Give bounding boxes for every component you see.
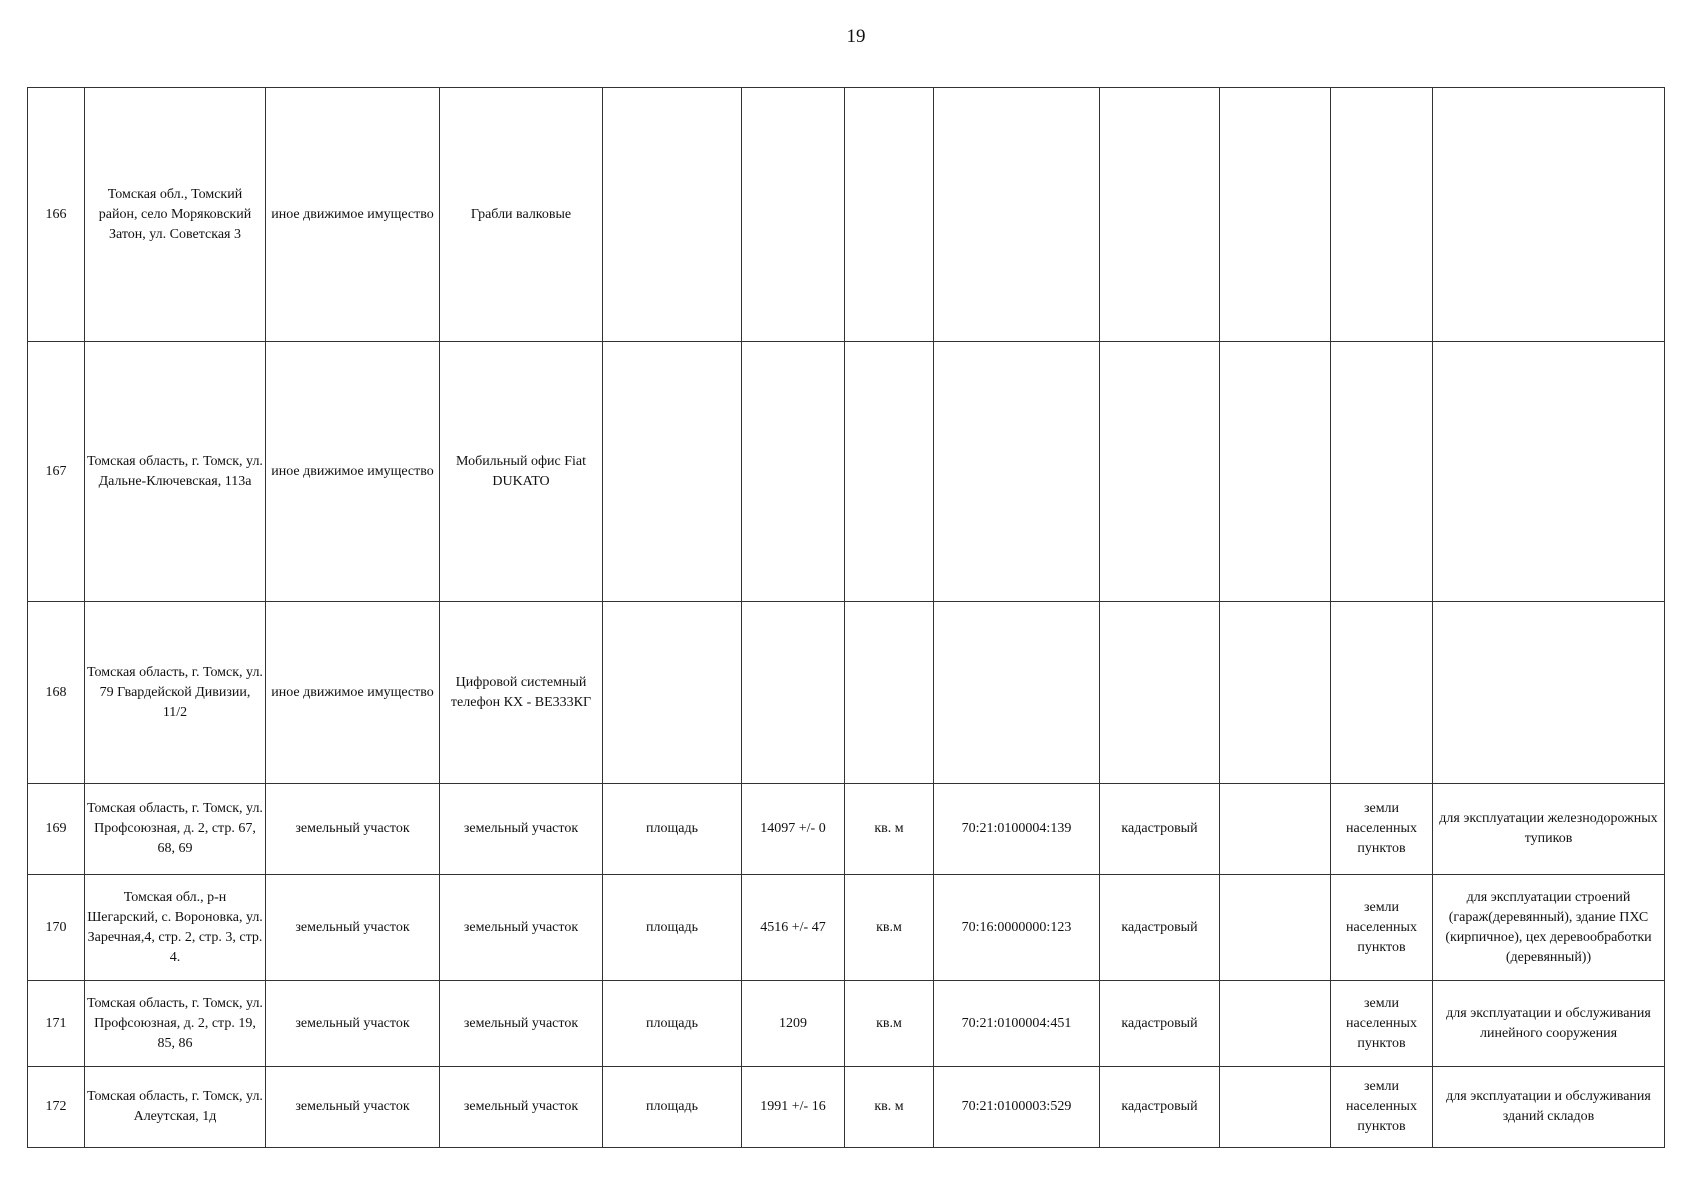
cell-number: 168 [28,602,85,784]
cell-property-name: земельный участок [440,981,603,1067]
cell-address: Томская область, г. Томск, ул. Дальне-Ключевская, 113а [85,342,266,602]
cell-land-category: земли населенных пунктов [1331,1067,1433,1148]
property-registry-table [27,87,1665,1148]
cell-parameter: площадь [603,875,742,981]
cell-value: 14097 +/- 0 [742,784,845,875]
cell-number: 166 [28,88,85,342]
cell-number: 169 [28,784,85,875]
table-row [28,981,1665,1067]
cell-property-name: Цифровой системный телефон КХ - ВЕ333КГ [440,602,603,784]
cell-extra [1220,784,1331,875]
cell-number-type [1100,602,1220,784]
cell-address: Томская область, г. Томск, ул. Профсоюзная, д. 2, стр. 19, 85, 86 [85,981,266,1067]
cell-cadastral-number [934,342,1100,602]
cell-value: 1991 +/- 16 [742,1067,845,1148]
cell-permitted-use: для эксплуатации и обслуживания зданий складов [1433,1067,1665,1148]
cell-address: Томская область, г. Томск, ул. Профсоюзная, д. 2, стр. 67, 68, 69 [85,784,266,875]
cell-number: 171 [28,981,85,1067]
page-number: 19 [846,26,866,47]
cell-value [742,88,845,342]
cell-property-name: Мобильный офис Fiat DUKATO [440,342,603,602]
cell-address: Томская обл., Томский район, село Моряковский Затон, ул. Советская 3 [85,88,266,342]
cell-number-type: кадастровый [1100,875,1220,981]
cell-land-category: земли населенных пунктов [1331,875,1433,981]
cell-extra [1220,602,1331,784]
cell-number: 172 [28,1067,85,1148]
cell-cadastral-number: 70:21:0100004:139 [934,784,1100,875]
cell-extra [1220,875,1331,981]
cell-land-category [1331,88,1433,342]
cell-address: Томская область, г. Томск, ул. 79 Гвардейской Дивизии, 11/2 [85,602,266,784]
cell-unit [845,88,934,342]
cell-unit: кв.м [845,875,934,981]
cell-permitted-use: для эксплуатации строений (гараж(деревянный), здание ПХС (кирпичное), цех деревообработки (деревянный)) [1433,875,1665,981]
table-row [28,875,1665,981]
cell-cadastral-number: 70:21:0100004:451 [934,981,1100,1067]
cell-property-type: земельный участок [266,875,440,981]
table-row [28,1067,1665,1148]
cell-address: Томская область, г. Томск, ул. Алеутская, 1д [85,1067,266,1148]
cell-cadastral-number [934,88,1100,342]
cell-permitted-use [1433,342,1665,602]
cell-unit: кв. м [845,784,934,875]
table-row [28,602,1665,784]
cell-extra [1220,1067,1331,1148]
cell-permitted-use [1433,88,1665,342]
cell-value: 1209 [742,981,845,1067]
cell-property-type: иное движимое имущество [266,88,440,342]
cell-parameter [603,602,742,784]
cell-land-category: земли населенных пунктов [1331,981,1433,1067]
cell-cadastral-number: 70:16:0000000:123 [934,875,1100,981]
cell-property-type: земельный участок [266,784,440,875]
cell-extra [1220,981,1331,1067]
cell-number-type: кадастровый [1100,981,1220,1067]
cell-permitted-use [1433,602,1665,784]
cell-value: 4516 +/- 47 [742,875,845,981]
cell-number-type: кадастровый [1100,784,1220,875]
cell-land-category: земли населенных пунктов [1331,784,1433,875]
cell-property-name: земельный участок [440,1067,603,1148]
cell-value [742,602,845,784]
cell-parameter: площадь [603,784,742,875]
cell-cadastral-number [934,602,1100,784]
cell-number-type: кадастровый [1100,1067,1220,1148]
cell-parameter [603,88,742,342]
cell-property-type: земельный участок [266,981,440,1067]
cell-property-type: иное движимое имущество [266,602,440,784]
cell-number: 170 [28,875,85,981]
cell-parameter [603,342,742,602]
cell-unit [845,342,934,602]
cell-property-type: земельный участок [266,1067,440,1148]
cell-permitted-use: для эксплуатации железнодорожных тупиков [1433,784,1665,875]
cell-extra [1220,342,1331,602]
table-row [28,342,1665,602]
cell-property-name: земельный участок [440,784,603,875]
table-row [28,784,1665,875]
cell-address: Томская обл., р-н Шегарский, с. Вороновка, ул. Заречная,4, стр. 2, стр. 3, стр. 4. [85,875,266,981]
cell-number-type [1100,342,1220,602]
cell-unit [845,602,934,784]
cell-extra [1220,88,1331,342]
cell-parameter: площадь [603,981,742,1067]
cell-unit: кв.м [845,981,934,1067]
cell-permitted-use: для эксплуатации и обслуживания линейного сооружения [1433,981,1665,1067]
cell-number-type [1100,88,1220,342]
cell-unit: кв. м [845,1067,934,1148]
cell-parameter: площадь [603,1067,742,1148]
cell-property-name: Грабли валковые [440,88,603,342]
cell-cadastral-number: 70:21:0100003:529 [934,1067,1100,1148]
cell-property-name: земельный участок [440,875,603,981]
cell-property-type: иное движимое имущество [266,342,440,602]
cell-land-category [1331,602,1433,784]
table-row [28,88,1665,342]
cell-value [742,342,845,602]
cell-land-category [1331,342,1433,602]
cell-number: 167 [28,342,85,602]
